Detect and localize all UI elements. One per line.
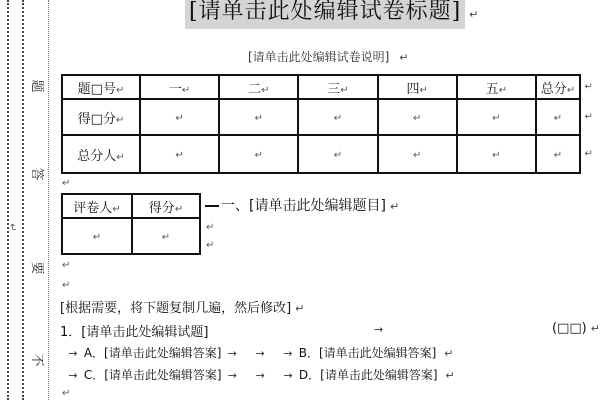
paragraph-mark-icon: ↵ (161, 231, 171, 243)
exam-description-text: [请单击此处编辑试卷说明] (248, 50, 390, 64)
table-cell[interactable] (536, 99, 593, 135)
scorer-row (62, 135, 580, 173)
option-c[interactable]: C．[请单击此处编辑答案] (83, 368, 222, 382)
table-cell[interactable] (378, 75, 457, 99)
paragraph-mark-icon: ↵ (419, 84, 428, 96)
paragraph-mark-icon: ↵ (492, 112, 501, 124)
paragraph-mark-icon: ↵ (590, 322, 600, 335)
binding-dotted-line (22, 0, 24, 400)
header-label: 一 (168, 81, 182, 97)
tab-arrow-icon: → (227, 347, 237, 360)
tab-arrow-icon: → (255, 369, 265, 382)
grader-table (61, 193, 201, 255)
paragraph-mark-icon: ↵ (389, 200, 400, 213)
table-cell[interactable] (62, 75, 140, 99)
header-label: 二 (248, 81, 262, 97)
options-row (66, 366, 455, 383)
table-cell[interactable] (140, 99, 219, 135)
seal-char: 不 (29, 353, 44, 367)
header-label: 总分 (540, 81, 567, 97)
tab-arrow-icon: → (255, 347, 265, 360)
table-cell[interactable] (298, 135, 377, 173)
paragraph-mark-icon: ↵ (92, 231, 102, 243)
table-cell[interactable] (140, 75, 219, 99)
row-end-mark-icon: ↵ (584, 148, 593, 160)
table-cell[interactable] (132, 194, 200, 218)
table-cell[interactable] (298, 99, 377, 135)
paragraph-mark-icon: ↵ (295, 302, 305, 315)
score-table-header-row (62, 75, 580, 99)
paragraph-mark-icon: ↵ (340, 84, 349, 96)
tab-arrow-icon: → (283, 347, 293, 360)
binding-margin (0, 0, 60, 400)
row-end-mark-icon: ↵ (584, 111, 593, 123)
paragraph-mark-icon: ↵ (261, 84, 270, 96)
exam-title[interactable] (185, 0, 478, 30)
tab-arrow-icon: → (374, 323, 384, 336)
table-cell[interactable] (62, 218, 132, 254)
header-label: 得分 (148, 200, 175, 216)
paragraph-mark-icon: ↵ (444, 347, 454, 360)
tab-arrow-icon: → (68, 369, 78, 382)
paragraph-mark-icon: ↵ (498, 84, 508, 96)
row-end-mark-icon: ↵ (584, 81, 593, 93)
paragraph-mark-icon: ↵ (412, 149, 422, 161)
paragraph-mark-icon: ↵ (174, 203, 184, 215)
paragraph-mark-icon: ↵ (62, 178, 71, 189)
instruction-text: [根据需要，将下题复制几遍，然后修改] (60, 301, 292, 316)
table-cell[interactable] (536, 135, 593, 173)
paragraph-mark-icon: ↵ (112, 203, 121, 215)
table-cell[interactable] (219, 135, 298, 173)
answer-blank-text: (□□) (552, 321, 587, 336)
paragraph-mark-icon: ↵ (6, 223, 18, 232)
table-cell[interactable] (378, 135, 457, 173)
score-table (61, 74, 593, 174)
paragraph-mark-icon: ↵ (206, 240, 215, 251)
paragraph-mark-icon: ↵ (62, 388, 71, 399)
table-cell[interactable] (298, 75, 377, 99)
binding-dotted-line (48, 0, 49, 400)
tab-arrow-icon: → (283, 369, 293, 382)
paragraph-mark-icon: ↵ (333, 149, 343, 161)
header-label: 五 (485, 81, 499, 97)
question-line[interactable] (60, 321, 208, 340)
tab-arrow-icon: → (227, 369, 238, 382)
title-selection-highlight (185, 0, 465, 29)
table-cell[interactable] (132, 218, 200, 254)
paragraph-mark-icon: ↵ (553, 112, 563, 124)
header-label: 题□号 (77, 81, 116, 97)
paragraph-mark-icon: ↵ (412, 112, 422, 124)
paragraph-mark-icon: ↵ (181, 84, 191, 96)
score-row (62, 99, 580, 135)
section-heading-text: 一、[请单击此处编辑题目] (221, 198, 386, 214)
paragraph-mark-icon: ↵ (333, 112, 343, 124)
answer-blank[interactable] (552, 321, 600, 336)
instruction-line[interactable] (60, 297, 304, 316)
table-cell[interactable] (457, 99, 536, 135)
options-row (66, 344, 453, 361)
paragraph-mark-icon: ↵ (206, 222, 215, 233)
title-text: [请单击此处编辑试卷标题] (189, 0, 462, 24)
paragraph-mark-icon: ↵ (566, 84, 576, 96)
paragraph-mark-icon: ↵ (254, 149, 263, 161)
table-cell[interactable] (62, 135, 140, 173)
paragraph-mark-icon: ↵ (175, 149, 184, 161)
paragraph-mark-icon: ↵ (399, 51, 409, 64)
option-a[interactable]: A．[请单击此处编辑答案] (83, 346, 222, 360)
paragraph-mark-icon: ↵ (445, 369, 455, 382)
table-cell[interactable] (62, 99, 140, 135)
table-cell[interactable] (219, 75, 298, 99)
table-cell[interactable] (457, 135, 536, 173)
exam-description[interactable] (248, 48, 408, 65)
tab-arrow-icon: → (68, 347, 78, 360)
heading-dash (205, 205, 219, 207)
paragraph-mark-icon: ↵ (175, 112, 184, 124)
header-label: 四 (406, 81, 420, 97)
paragraph-mark-icon: ↵ (254, 112, 263, 124)
table-cell[interactable] (62, 194, 132, 218)
option-b[interactable]: B．[请单击此处编辑答案] (298, 346, 437, 360)
row-label: 得□分 (77, 111, 116, 127)
paragraph-mark-icon: ↵ (116, 151, 125, 163)
table-cell[interactable] (536, 75, 593, 99)
paragraph-mark-icon: ↵ (115, 84, 125, 96)
paragraph-mark-icon: ↵ (62, 260, 71, 271)
option-d[interactable]: D．[请单击此处编辑答案] (298, 368, 438, 382)
row-label: 总分人 (77, 148, 117, 164)
paragraph-mark-icon: ↵ (553, 149, 563, 161)
section-heading[interactable] (205, 195, 399, 215)
question-text: 1．[请单击此处编辑试题] (60, 325, 209, 340)
binding-dotted-line (7, 0, 9, 400)
paragraph-mark-icon: ↵ (115, 114, 125, 126)
seal-char: 答 (29, 167, 44, 181)
paragraph-mark-icon: ↵ (469, 8, 479, 21)
table-cell[interactable] (219, 99, 298, 135)
grader-entry-row (62, 218, 200, 254)
paragraph-mark-icon: ↵ (62, 280, 71, 291)
paragraph-mark-icon: ↵ (492, 149, 501, 161)
header-label: 评卷人 (73, 200, 113, 216)
seal-char: 要 (29, 261, 44, 275)
table-cell[interactable] (140, 135, 219, 173)
seal-char: 题 (29, 79, 44, 93)
grader-header-row (62, 194, 200, 218)
header-label: 三 (327, 81, 341, 97)
table-cell[interactable] (457, 75, 536, 99)
table-cell[interactable] (378, 99, 457, 135)
